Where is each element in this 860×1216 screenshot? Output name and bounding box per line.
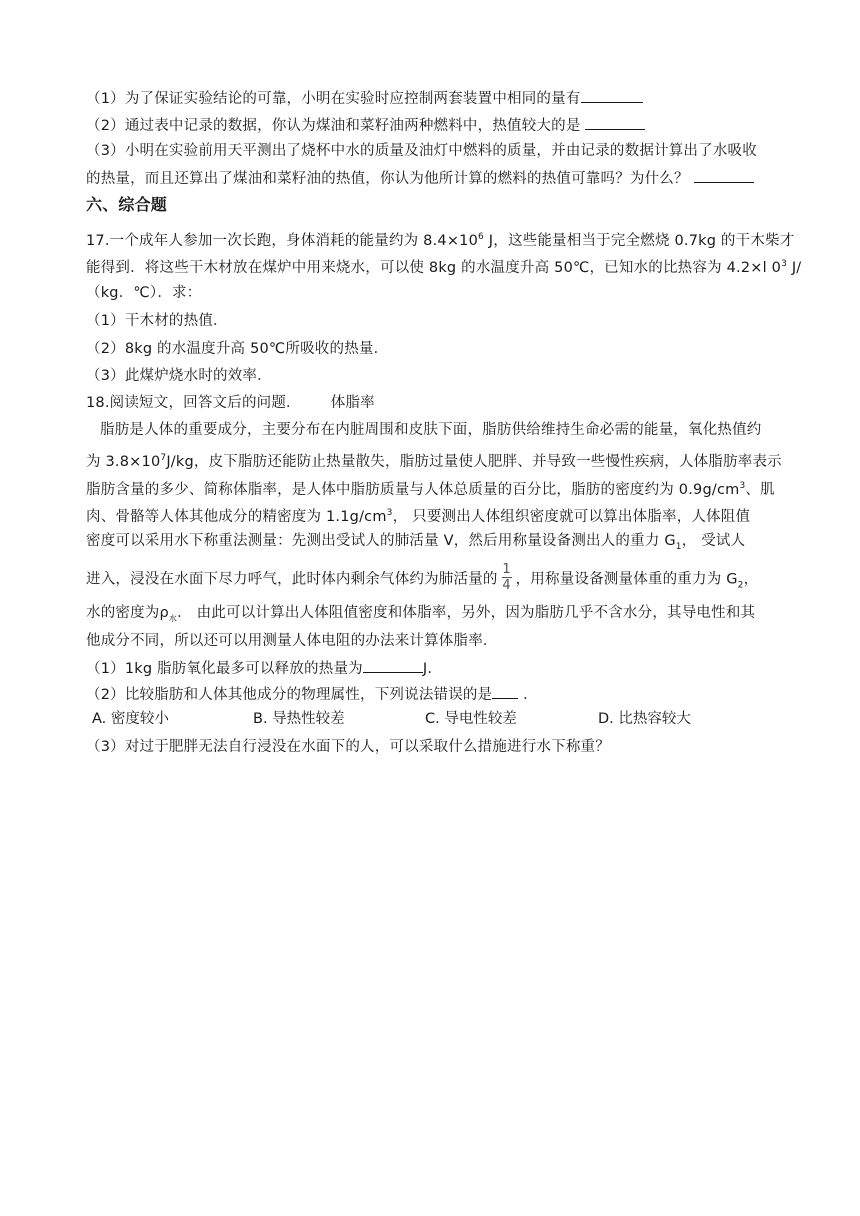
- q17-line3: （kg．℃）．求：: [86, 285, 202, 301]
- q16-sub3-line2: 的热量，而且还算出了煤油和菜籽油的热值，你认为他所计算的燃料的热值可靠吗？为什么？: [86, 168, 754, 189]
- q18-para-line7: 水的密度为$\rho_水$． 由此可以计算出人体阻值密度和体脂率，另外，因为脂肪几乎不含水分，其导电性和其: [86, 605, 756, 623]
- q17-sub2: （2）8kg 的水温度升高 50℃所吸收的热量．: [86, 341, 389, 357]
- option-a: A. 密度较小: [92, 711, 169, 727]
- fraction-one-quarter: $\frac{1}{4}$: [502, 562, 511, 593]
- q18-sub3: （3）对过于肥胖无法自行浸没在水面下的人，可以采取什么措施进行水下称重？: [86, 739, 610, 755]
- q18-sub2: （2）比较脂肪和人体其他成分的物理属性，下列说法错误的是 ．: [86, 684, 538, 705]
- q18-sub1: （1）1kg 脂肪氧化最多可以释放的热量为 J.: [86, 658, 432, 679]
- q18-heading: 18.阅读短文，回答文后的问题． 体脂率: [86, 395, 375, 411]
- option-c: C. 导电性较差: [425, 711, 517, 727]
- q17-sub3: （3）此煤炉烧水时的效率．: [86, 368, 272, 384]
- q16-sub2: [86, 115, 645, 136]
- answer-blank: [492, 684, 518, 699]
- answer-blank: [585, 115, 645, 130]
- q18-para-line6: 进入，浸没在水面下尽力呼气，此时体内剩余气体约为肺活量的 $\frac{1}{4}$ ，用称量设备测量体重的重力为 $G_2$，: [86, 562, 759, 593]
- q18-para-line2: 为 $3.8\times 10^7J/kg$，皮下脂肪还能防止热量散失，脂肪过量使人肥胖、并导致一些慢性疾病，人体脂肪率表示: [86, 453, 782, 470]
- q18-para-line3: 脂肪含量的多少、简称体脂率，是人体中脂肪质量与人体总质量的百分比，脂肪的密度约为 $0.9g/cm^3$、肌: [86, 481, 775, 498]
- q18-para-line5: 密度可以采用水下称重法测量：先测出受试人的肺活量 V，然后用称量设备测出人的重力 $G_1$， 受试人: [86, 533, 746, 552]
- q17-line1: 17.一个成年人参加一次长跑，身体消耗的能量约为 $8.4\times 10^6$ J，这些能量相当于完全燃烧 0.7kg 的干木柴才: [86, 232, 795, 249]
- q16-sub1: [86, 88, 643, 109]
- q17-sub1: （1）干木材的热值．: [86, 313, 228, 329]
- option-b: B. 导热性较差: [253, 711, 345, 727]
- q18-para-line4: 肉、骨骼等人体其他成分的精密度为 $1.1g/cm^3$， 只要测出人体组织密度就可以算出体脂率，人体阻值: [86, 508, 751, 525]
- option-d: D. 比热容较大: [598, 711, 691, 727]
- q16-sub2-text: （2）通过表中记录的数据，你认为煤油和菜籽油两种燃料中，热值较大的是: [86, 118, 581, 134]
- q18-para-line1: 脂肪是人体的重要成分，主要分布在内脏周围和皮肤下面，脂肪供给维持生命必需的能量，氧化热值约: [100, 422, 762, 438]
- answer-blank: [581, 88, 643, 103]
- q16-sub1-text: （1）为了保证实验结论的可靠，小明在实验时应控制两套装置中相同的量有: [86, 91, 581, 107]
- q17-line2: 能得到．将这些干木材放在煤炉中用来烧水，可以使 8kg 的水温度升高 50℃，已知水的比热容为 4.2×l $0^3$ J/: [86, 259, 802, 276]
- article-title: 体脂率: [330, 395, 375, 411]
- section-heading: 六、综合题: [86, 195, 168, 214]
- q18-para-line8: 他成分不同，所以还可以用测量人体电阻的办法来计算体脂率．: [86, 633, 498, 649]
- answer-blank: [694, 168, 754, 183]
- q16-sub3-line1: （3）小明在实验前用天平测出了烧杯中水的质量及油灯中燃料的质量，并由记录的数据计算出了水吸收: [86, 143, 757, 159]
- answer-blank: [363, 658, 423, 673]
